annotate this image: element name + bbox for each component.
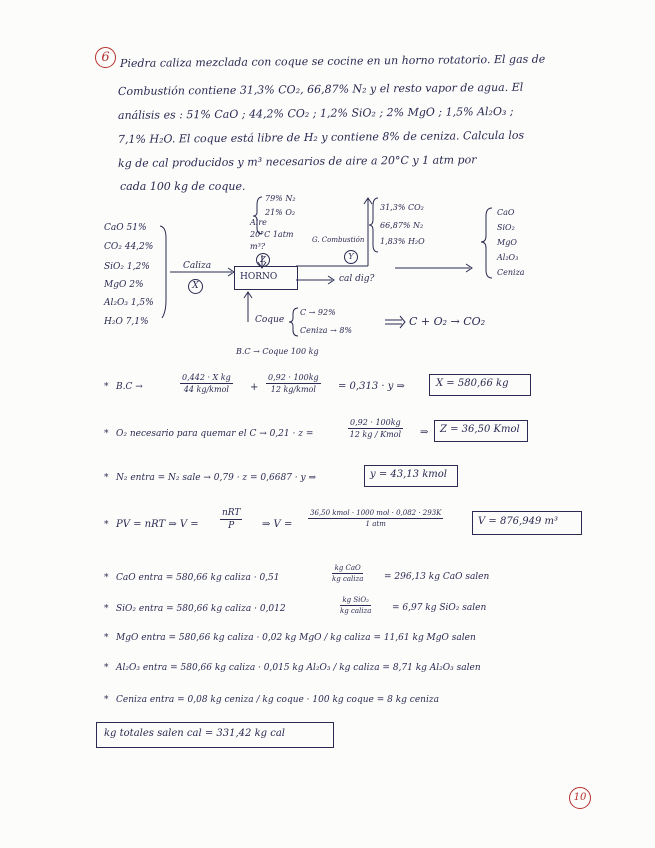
o2-result: Z = 36,50 Kmol [440, 424, 520, 435]
air-label: Aire [250, 218, 267, 227]
problem-line-5: kg de cal producidos y m³ necesarios de aire a 20°C y 1 atm por [117, 153, 477, 170]
bc-f1-num: 0,442 · X kg [182, 373, 231, 382]
sio2-f-num: kg SiO₂ [340, 596, 371, 606]
feed-stream-label: X [192, 281, 199, 291]
bc-fraction-carbon [266, 373, 321, 394]
pv-f1-num: nRT [222, 508, 241, 518]
coke-label: Coque [255, 315, 285, 325]
cao-f-den: kg caliza [332, 575, 364, 583]
pv-bullet: * [104, 520, 109, 530]
bc-result: X = 580,66 kg [436, 378, 509, 389]
al2o3-line: Al₂O₃ entra = 580,66 kg caliza · 0,015 kg Al₂O₃ / kg caliza = 8,71 kg Al₂O₃ salen [116, 663, 481, 673]
feed-cao: CaO 51% [104, 223, 147, 233]
gas-n2: 66,87% N₂ [380, 221, 424, 230]
cao-fraction [332, 564, 363, 583]
pv-f2-num: 36,50 kmol · 1000 mol · 0,082 · 293K [310, 509, 442, 517]
problem-line-6: cada 100 kg de coque. [120, 180, 246, 193]
lime-label: cal dig? [339, 274, 375, 284]
air-stream-circle [256, 253, 270, 267]
lime-al2o3: Al₂O₃ [497, 253, 519, 262]
cao-f-num: kg CaO [332, 564, 363, 574]
al2o3-bullet: * [104, 663, 109, 673]
feed-sio2: SiO₂ 1,2% [104, 262, 150, 272]
bc-bullet: * [104, 382, 109, 392]
feed-mgo: MgO 2% [104, 280, 144, 290]
gas-label: G. Combustión [312, 236, 365, 244]
ash-bullet: * [104, 695, 109, 705]
bc-f1-den: 44 kg/kmol [183, 385, 229, 394]
pv-fraction-formula [220, 508, 242, 531]
pv-f1-den: P [228, 521, 235, 531]
gas-stream-label: Y [348, 252, 354, 261]
mgo-bullet: * [104, 633, 109, 643]
sio2-bullet: * [104, 604, 109, 614]
page-number: 10 [573, 792, 587, 803]
sio2-fraction [340, 596, 371, 615]
bc-label: B.C → [116, 382, 143, 392]
gas-h2o: 1,83% H₂O [380, 237, 425, 246]
bc-f2-num: 0,92 · 100kg [268, 373, 319, 382]
problem-line-1: Piedra caliza mezclada con coque se cocine en un horno rotatorio. El gas de [119, 52, 546, 70]
cao-label: CaO entra = 580,66 kg caliza · 0,51 [116, 573, 280, 583]
feed-al2o3: Al₂O₃ 1,5% [104, 298, 154, 308]
page-number-circle [569, 787, 591, 809]
air-volume-unknown: m³? [250, 242, 266, 251]
sio2-label: SiO₂ entra = 580,66 kg caliza · 0,012 [116, 604, 286, 614]
lime-sio2: SiO₂ [497, 223, 515, 232]
air-stream-label: Z [260, 255, 266, 264]
problem-line-2: Combustión contiene 31,3% CO₂, 66,87% N₂ y el resto vapor de agua. El [117, 80, 524, 98]
lime-cao: CaO [497, 208, 515, 217]
feed-label: Caliza [183, 261, 212, 271]
sio2-rhs: = 6,97 kg SiO₂ salen [392, 603, 487, 613]
coke-carbon: C → 92% [300, 308, 336, 317]
pv-mid: ⇒ V = [262, 519, 293, 530]
bc-plus: + [250, 382, 259, 393]
sio2-f-den: kg caliza [340, 607, 372, 615]
o2-fraction [348, 418, 403, 439]
feed-stream-circle [188, 279, 203, 294]
cao-bullet: * [104, 573, 109, 583]
gas-stream-circle [344, 250, 358, 264]
pv-fraction-values [308, 509, 443, 528]
n2-label: N₂ entra = N₂ sale → 0,79 · z = 0,6687 · y ⇒ [116, 473, 316, 483]
pv-f2-den: 1 atm [365, 520, 386, 528]
bc-fraction-caco2 [180, 373, 233, 394]
basis-of-calculation: B.C → Coque 100 kg [236, 347, 319, 356]
problem-line-3: análisis es : 51% CaO ; 44,2% CO₂ ; 1,2% SiO₂ ; 2% MgO ; 1,5% Al₂O₃ ; [117, 104, 514, 122]
o2-f-num: 0,92 · 100kg [350, 418, 401, 427]
n2-bullet: * [104, 473, 109, 483]
o2-label: O₂ necesario para quemar el C → 0,21 · z = [116, 429, 314, 439]
lime-mgo: MgO [497, 238, 517, 247]
coke-ash: Ceniza → 8% [300, 326, 353, 335]
lime-ash: Ceniza [497, 268, 525, 277]
o2-arrow: ⇒ [420, 427, 429, 438]
air-conditions: 20°C 1atm [250, 230, 294, 239]
mgo-line: MgO entra = 580,66 kg caliza · 0,02 kg MgO / kg caliza = 11,61 kg MgO salen [116, 633, 476, 643]
air-o2: 21% O₂ [265, 208, 296, 217]
total-result: kg totales salen cal = 331,42 kg cal [104, 728, 285, 739]
o2-f-den: 12 kg / Kmol [349, 430, 402, 439]
cao-rhs: = 296,13 kg CaO salen [384, 572, 490, 582]
gas-co2: 31,3% CO₂ [380, 203, 424, 212]
problem-number: 6 [101, 50, 110, 65]
pv-label: PV = nRT ⇒ V = [116, 519, 199, 530]
bc-f2-den: 12 kg/kmol [270, 385, 316, 394]
ash-line: Ceniza entra = 0,08 kg ceniza / kg coque · 100 kg coque = 8 kg ceniza [116, 695, 439, 705]
pv-result: V = 876,949 m³ [478, 516, 558, 527]
reaction-equation: C + O₂ → CO₂ [409, 315, 486, 328]
o2-bullet: * [104, 429, 109, 439]
feed-co2: CO₂ 44,2% [104, 242, 154, 252]
furnace-label: HORNO [240, 272, 278, 282]
air-n2: 79% N₂ [265, 194, 296, 203]
bc-rhs: = 0,313 · y ⇒ [338, 381, 405, 392]
n2-result: y = 43,13 kmol [370, 469, 447, 480]
feed-h2o: H₂O 7,1% [104, 317, 149, 327]
problem-line-4: 7,1% H₂O. El coque está libre de H₂ y contiene 8% de ceniza. Calcula los [117, 128, 525, 146]
